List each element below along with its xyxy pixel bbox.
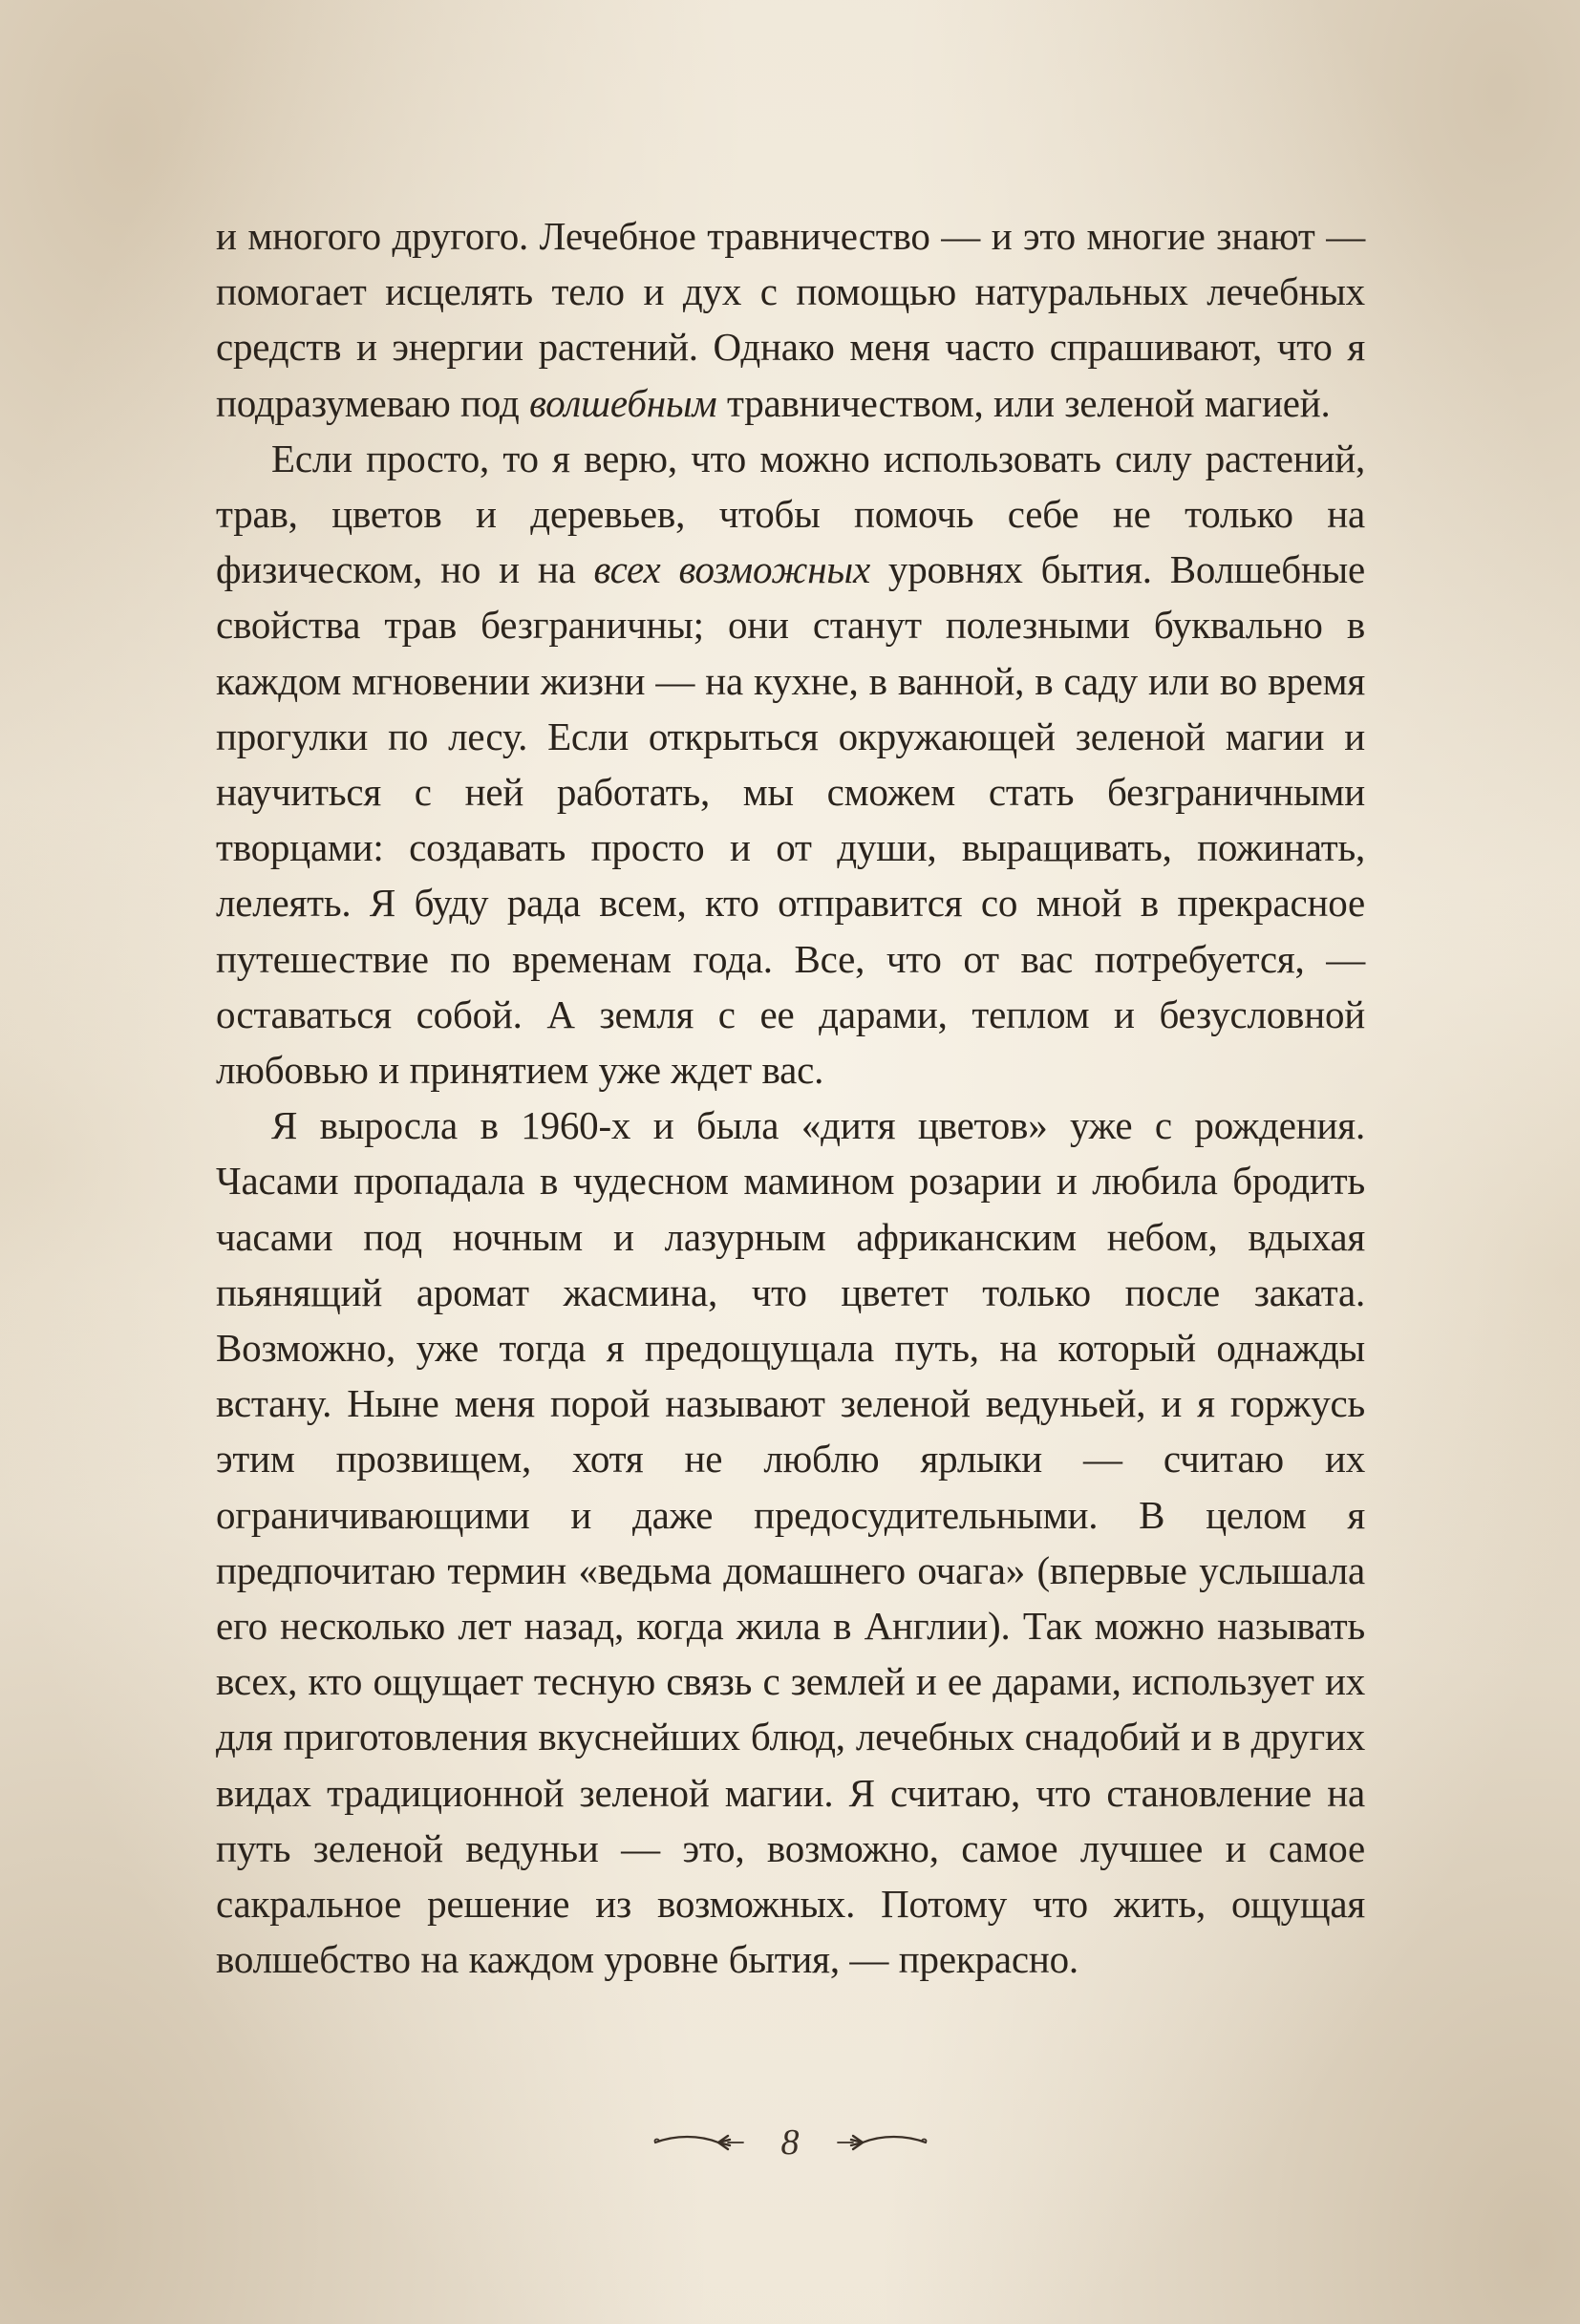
paragraph-3 (216, 1098, 1365, 1987)
flourish-right-icon (824, 2123, 929, 2162)
paragraph-2-text-a: Если просто, то я верю, что можно использовать силу растений, трав, цветов и деревьев, чтобы помочь себе не только на физическом, но и на (216, 436, 1365, 592)
paragraph-2-text-b: уровнях бытия. Волшебные свойства трав безграничны; они станут полезными буквально в каждом мгновении жизни — на кухне, в ванной, в саду или во время прогулки по лесу. Если открыться окружающей зеленой магии и научиться с ней работать, мы сможем стать безграничными творцами: создавать просто и от души, выращивать, пожинать, лелеять. Я буду рада всем, кто отправится со мной в прекрасное путешествие по временам года. Все, что от вас потребуется, — оставаться собой. А земля с ее дарами, теплом и безусловной любовью и принятием уже ждет вас. (216, 547, 1366, 1093)
paragraph-1-italic-term: волшебным (529, 380, 717, 425)
page-footer (0, 2119, 1580, 2166)
paragraph-1-text-a: и многого другого. Лечебное травничество — и это многие знают — помогает исцелять тело и дух с помощью натуральных лечебных средств и энергии растений. Однако меня часто спрашивают, что я подразумеваю под (216, 214, 1365, 425)
paragraph-1 (216, 208, 1365, 431)
page-body (216, 208, 1365, 1988)
flourish-left-icon (651, 2123, 757, 2162)
page-number: 8 (780, 2122, 800, 2163)
paragraph-1-text-b: травничеством, или зеленой магией. (716, 380, 1331, 425)
paragraph-2 (216, 431, 1365, 1098)
paragraph-3-text: Я выросла в 1960-х и была «дитя цветов» уже с рождения. Часами пропадала в чудесном мамином розарии и любила бродить часами под ночным и лазурным африканским небом, вдыхая пьянящий аромат жасмина, что цветет только после заката. Возможно, уже тогда я предощущала путь, на который однажды встану. Ныне меня порой называют зеленой ведуньей, и я горжусь этим прозвищем, хотя не люблю ярлыки — считаю их ограничивающими и даже предосудительными. В целом я предпочитаю термин «ведьма домашнего очага» (впервые услышала его несколько лет назад, когда жила в Англии). Так можно называть всех, кто ощущает тесную связь с землей и ее дарами, использует их для приготовления вкуснейших блюд, лечебных снадобий и в других видах традиционной зеленой магии. Я считаю, что становление на путь зеленой ведуньи — это, возможно, самое лучшее и самое сакральное решение из возможных. Потому что жить, ощущая волшебство на каждом уровне бытия, — прекрасно. (216, 1103, 1365, 1982)
paragraph-2-italic-term: всех возможных (593, 547, 870, 592)
